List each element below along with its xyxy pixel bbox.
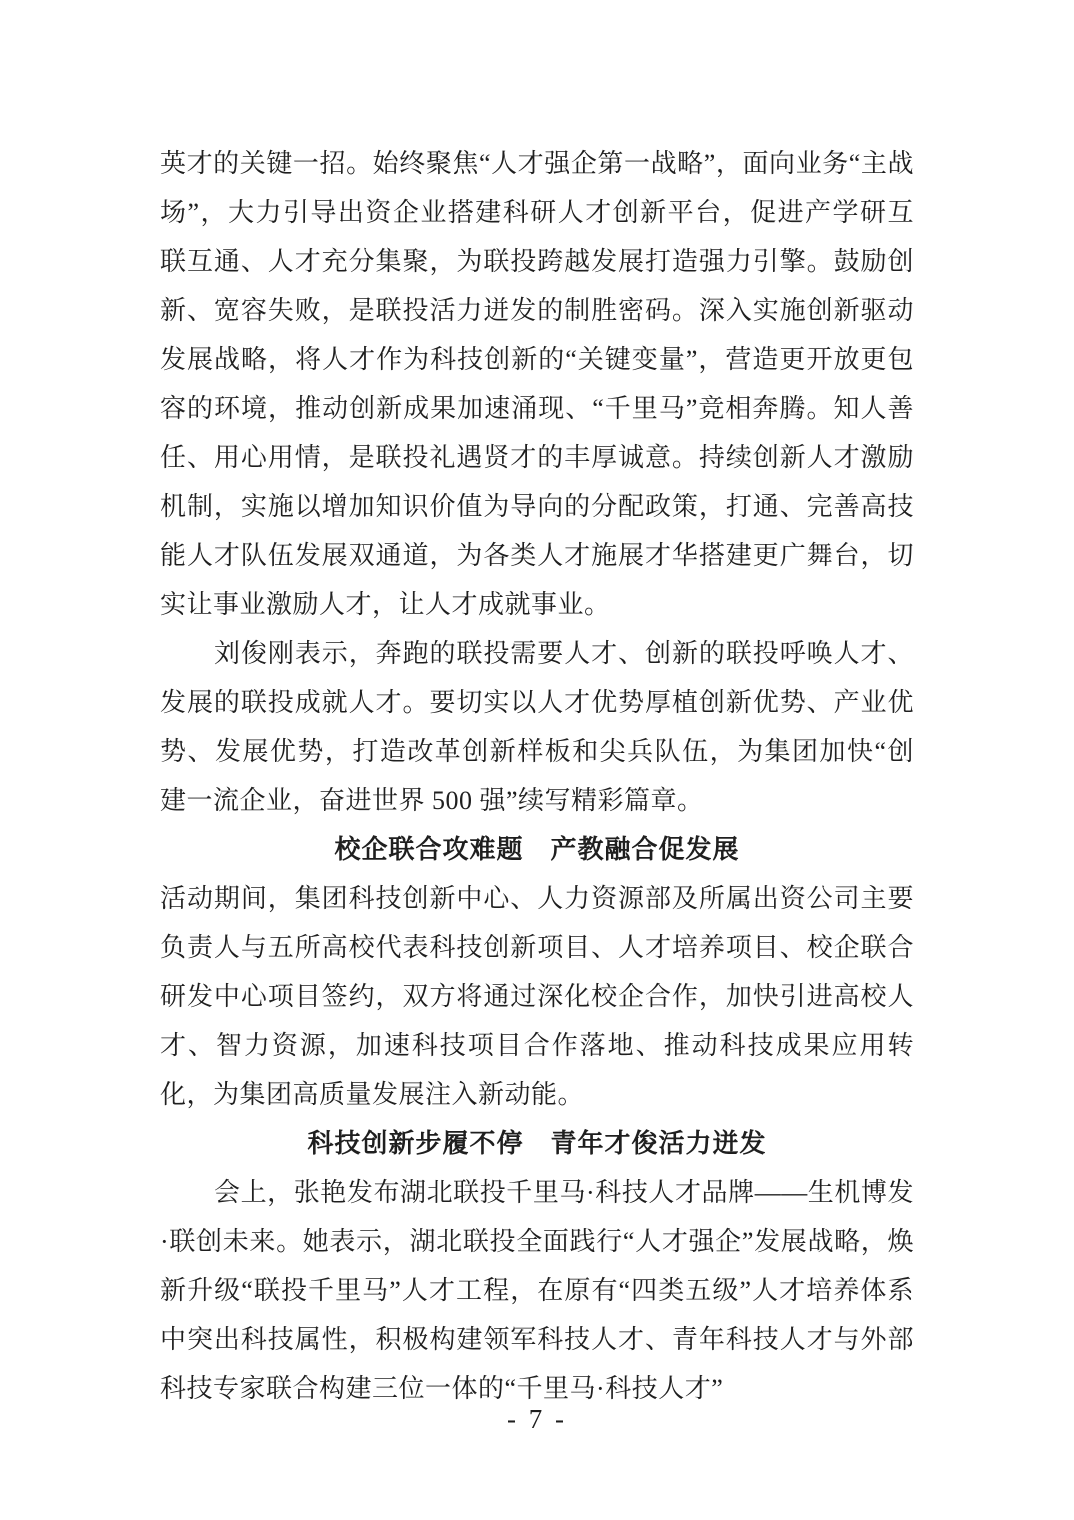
paragraph-talent-strategy: 英才的关键一招。始终聚焦“人才强企第一战略”，面向业务“主战场”，大力引导出资企业搭建科研人才创新平台，促进产学研互联互通、人才充分集聚，为联投跨越发展打造强力引擎。鼓励创新、宽容失败，是联投活力迸发的制胜密码。深入实施创新驱动发展战略，将人才作为科技创新的“关键变量”，营造更开放更包容的环境，推动创新成果加速涌现、“千里马”竞相奔腾。知人善任、用心用情，是联投礼遇贤才的丰厚诚意。持续创新人才激励机制，实施以增加知识价值为导向的分配政策，打通、完善高技能人才队伍发展双通道，为各类人才施展才华搭建更广舞台，切实让事业激励人才，让人才成就事业。: [160, 149, 914, 619]
section-heading-school-enterprise: 校企联合攻难题 产教融合促发展: [334, 835, 740, 864]
paragraph-signing-activities: 活动期间，集团科技创新中心、人力资源部及所属出资公司主要负责人与五所高校代表科技创新项目、人才培养项目、校企联合研发中心项目签约，双方将通过深化校企合作，加快引进高校人才、智力资源，加速科技项目合作落地、推动科技成果应用转化，为集团高质量发展注入新动能。: [160, 884, 914, 1109]
paragraph-liu-jungang-remarks: 刘俊刚表示，奔跑的联投需要人才、创新的联投呼唤人才、发展的联投成就人才。要切实以人才优势厚植创新优势、产业优势、发展优势，打造改革创新样板和尖兵队伍，为集团加快“创建一流企业，奋进世界 500 强”续写精彩篇章。: [160, 639, 914, 815]
page-content: [160, 139, 914, 1413]
paragraph-zhang-yan-brand-release: 会上，张艳发布湖北联投千里马·科技人才品牌——生机博发·联创未来。她表示，湖北联投全面践行“人才强企”发展战略，焕新升级“联投千里马”人才工程，在原有“四类五级”人才培养体系中突出科技属性，积极构建领军科技人才、青年科技人才与外部科技专家联合构建三位一体的“千里马·科技人才”: [160, 1178, 914, 1403]
page-number: - 7 -: [507, 1404, 567, 1434]
section-heading-sci-tech-innovation: 科技创新步履不停 青年才俊活力迸发: [307, 1129, 767, 1158]
